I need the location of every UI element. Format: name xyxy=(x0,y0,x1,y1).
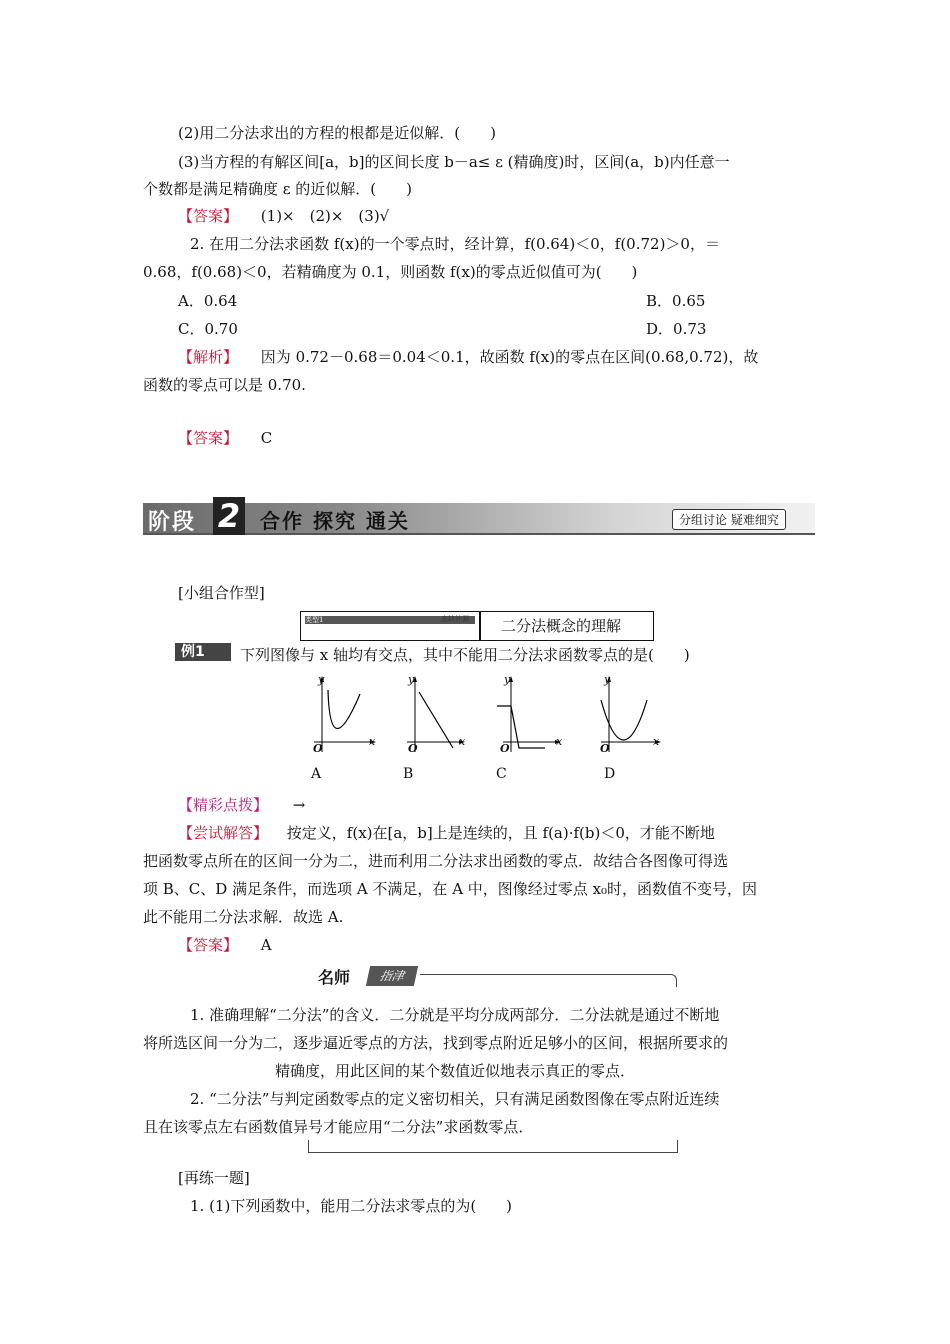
q2-answer xyxy=(178,427,272,448)
changshi-line3: 项 B、C、D 满足条件，而选项 A 不满足，在 A 中，图像经过零点 x₀时，函数值不变号，因 xyxy=(143,880,758,898)
graph-label-c: C xyxy=(496,766,507,782)
axis-x-c: x xyxy=(556,735,563,748)
mingshi-p2-line2: 且在该零点左右函数值异号才能应用“二分法”求函数零点． xyxy=(143,1118,534,1136)
q2-option-b: B．0.65 xyxy=(646,292,706,310)
mingshi-title: 名师 xyxy=(318,968,351,987)
example-answer xyxy=(178,934,272,955)
changshi-line1 xyxy=(178,822,715,843)
axis-x-a: x xyxy=(369,735,376,748)
graph-label-a: A xyxy=(311,766,322,782)
q2-line2: 0.68，f(0.68)＜0，若精确度为 0.1，则函数 f(x)的零点近似值可为( ) xyxy=(143,263,638,281)
axis-y-d: y xyxy=(604,673,611,686)
q1-answer xyxy=(178,205,389,226)
q2-jiexi-line1 xyxy=(178,346,758,367)
mingshi-p1-line3: 精确度，用此区间的某个数值近似地表示真正的零点． xyxy=(275,1062,636,1080)
answer-text: C xyxy=(260,429,273,447)
answer-text: A xyxy=(260,936,272,954)
type-box-left-label: 类型1 xyxy=(305,616,475,624)
section-label: [小组合作型] xyxy=(178,584,265,602)
type-box-right-label: 查缺补漏 xyxy=(441,615,469,623)
mingshi-p1-line1: 1. 准确理解“二分法”的含义．二分就是平均分成两部分．二分法就是通过不断地 xyxy=(190,1006,720,1024)
origin-d: O xyxy=(600,742,610,755)
jingcai-tag: 【精彩点拨】 xyxy=(178,796,269,814)
stage-number: 2 xyxy=(213,497,245,535)
example-tag: 例1 xyxy=(175,643,231,661)
practice-label: [再练一题] xyxy=(178,1169,250,1187)
jingcai-arrow: → xyxy=(292,796,306,814)
axis-y-a: y xyxy=(318,673,325,686)
axis-y-c: y xyxy=(504,673,511,686)
origin-a: O xyxy=(313,742,323,755)
q1-item3-line2: 个数都是满足精确度 ε 的近似解．( ) xyxy=(143,180,413,198)
axis-x-d: x xyxy=(653,735,660,748)
q2-line1: 2. 在用二分法求函数 f(x)的一个零点时，经计算，f(0.64)＜0，f(0.72)＞0，＝ xyxy=(190,235,720,253)
type-box-divider xyxy=(479,612,481,640)
type-box xyxy=(300,611,654,641)
example-question: 下列图像与 x 轴均有交点，其中不能用二分法求函数零点的是( ) xyxy=(240,646,690,664)
axis-y-b: y xyxy=(408,673,415,686)
type-box-title: 二分法概念的理解 xyxy=(501,617,622,635)
jiexi-tag: 【解析】 xyxy=(178,348,239,366)
practice-q1: 1. (1)下列函数中，能用二分法求零点的为( ) xyxy=(190,1197,513,1215)
jiexi-text: 因为 0.72－0.68＝0.04＜0.1，故函数 f(x)的零点在区间(0.68,0.72)，故 xyxy=(260,348,759,366)
origin-c: O xyxy=(500,742,510,755)
changshi-line2: 把函数零点所在的区间一分为二，进而利用二分法求出函数的零点．故结合各图像可得选 xyxy=(143,852,729,870)
changshi-line4: 此不能用二分法求解．故选 A. xyxy=(143,908,344,926)
graph-label-b: B xyxy=(403,766,414,782)
answer-tag: 【答案】 xyxy=(178,207,239,225)
changshi-tag: 【尝试解答】 xyxy=(178,824,269,842)
axis-x-b: x xyxy=(459,735,466,748)
q1-item3-line1: (3)当方程的有解区间[a，b]的区间长度 b－a≤ ε (精确度)时，区间(a，b)内任意一 xyxy=(178,153,730,171)
answer-text: (1)× (2)× (3)√ xyxy=(260,207,390,225)
mingshi-top-border xyxy=(420,974,677,987)
mingshi-p1-line2: 将所选区间一分为二，逐步逼近零点的方法，找到零点附近足够小的区间，根据所要求的 xyxy=(143,1034,729,1052)
graph-label-d: D xyxy=(604,766,616,782)
q2-option-d: D．0.73 xyxy=(646,320,707,338)
stage-label: 阶段 xyxy=(148,510,197,535)
stage-title: 合作 探究 通关 xyxy=(260,509,410,533)
mingshi-p2-line1: 2. “二分法”与判定函数零点的定义密切相关，只有满足函数图像在零点附近连续 xyxy=(190,1090,720,1108)
changshi-text: 按定义，f(x)在[a，b]上是连续的，且 f(a)·f(b)＜0，才能不断地 xyxy=(286,824,715,842)
answer-tag: 【答案】 xyxy=(178,936,239,954)
jingcai-line xyxy=(178,794,305,815)
q2-jiexi-line2: 函数的零点可以是 0.70. xyxy=(143,376,306,394)
answer-tag: 【答案】 xyxy=(178,429,239,447)
q2-option-c: C．0.70 xyxy=(178,320,238,338)
q2-option-a: A．0.64 xyxy=(178,292,238,310)
stage-tag: 分组讨论 疑难细究 xyxy=(672,509,786,530)
mingshi-bottom-border xyxy=(308,1140,678,1153)
origin-b: O xyxy=(408,742,418,755)
mingshi-badge: 指津 xyxy=(366,966,418,986)
q1-item2: (2)用二分法求出的方程的根都是近似解．( ) xyxy=(178,124,496,142)
